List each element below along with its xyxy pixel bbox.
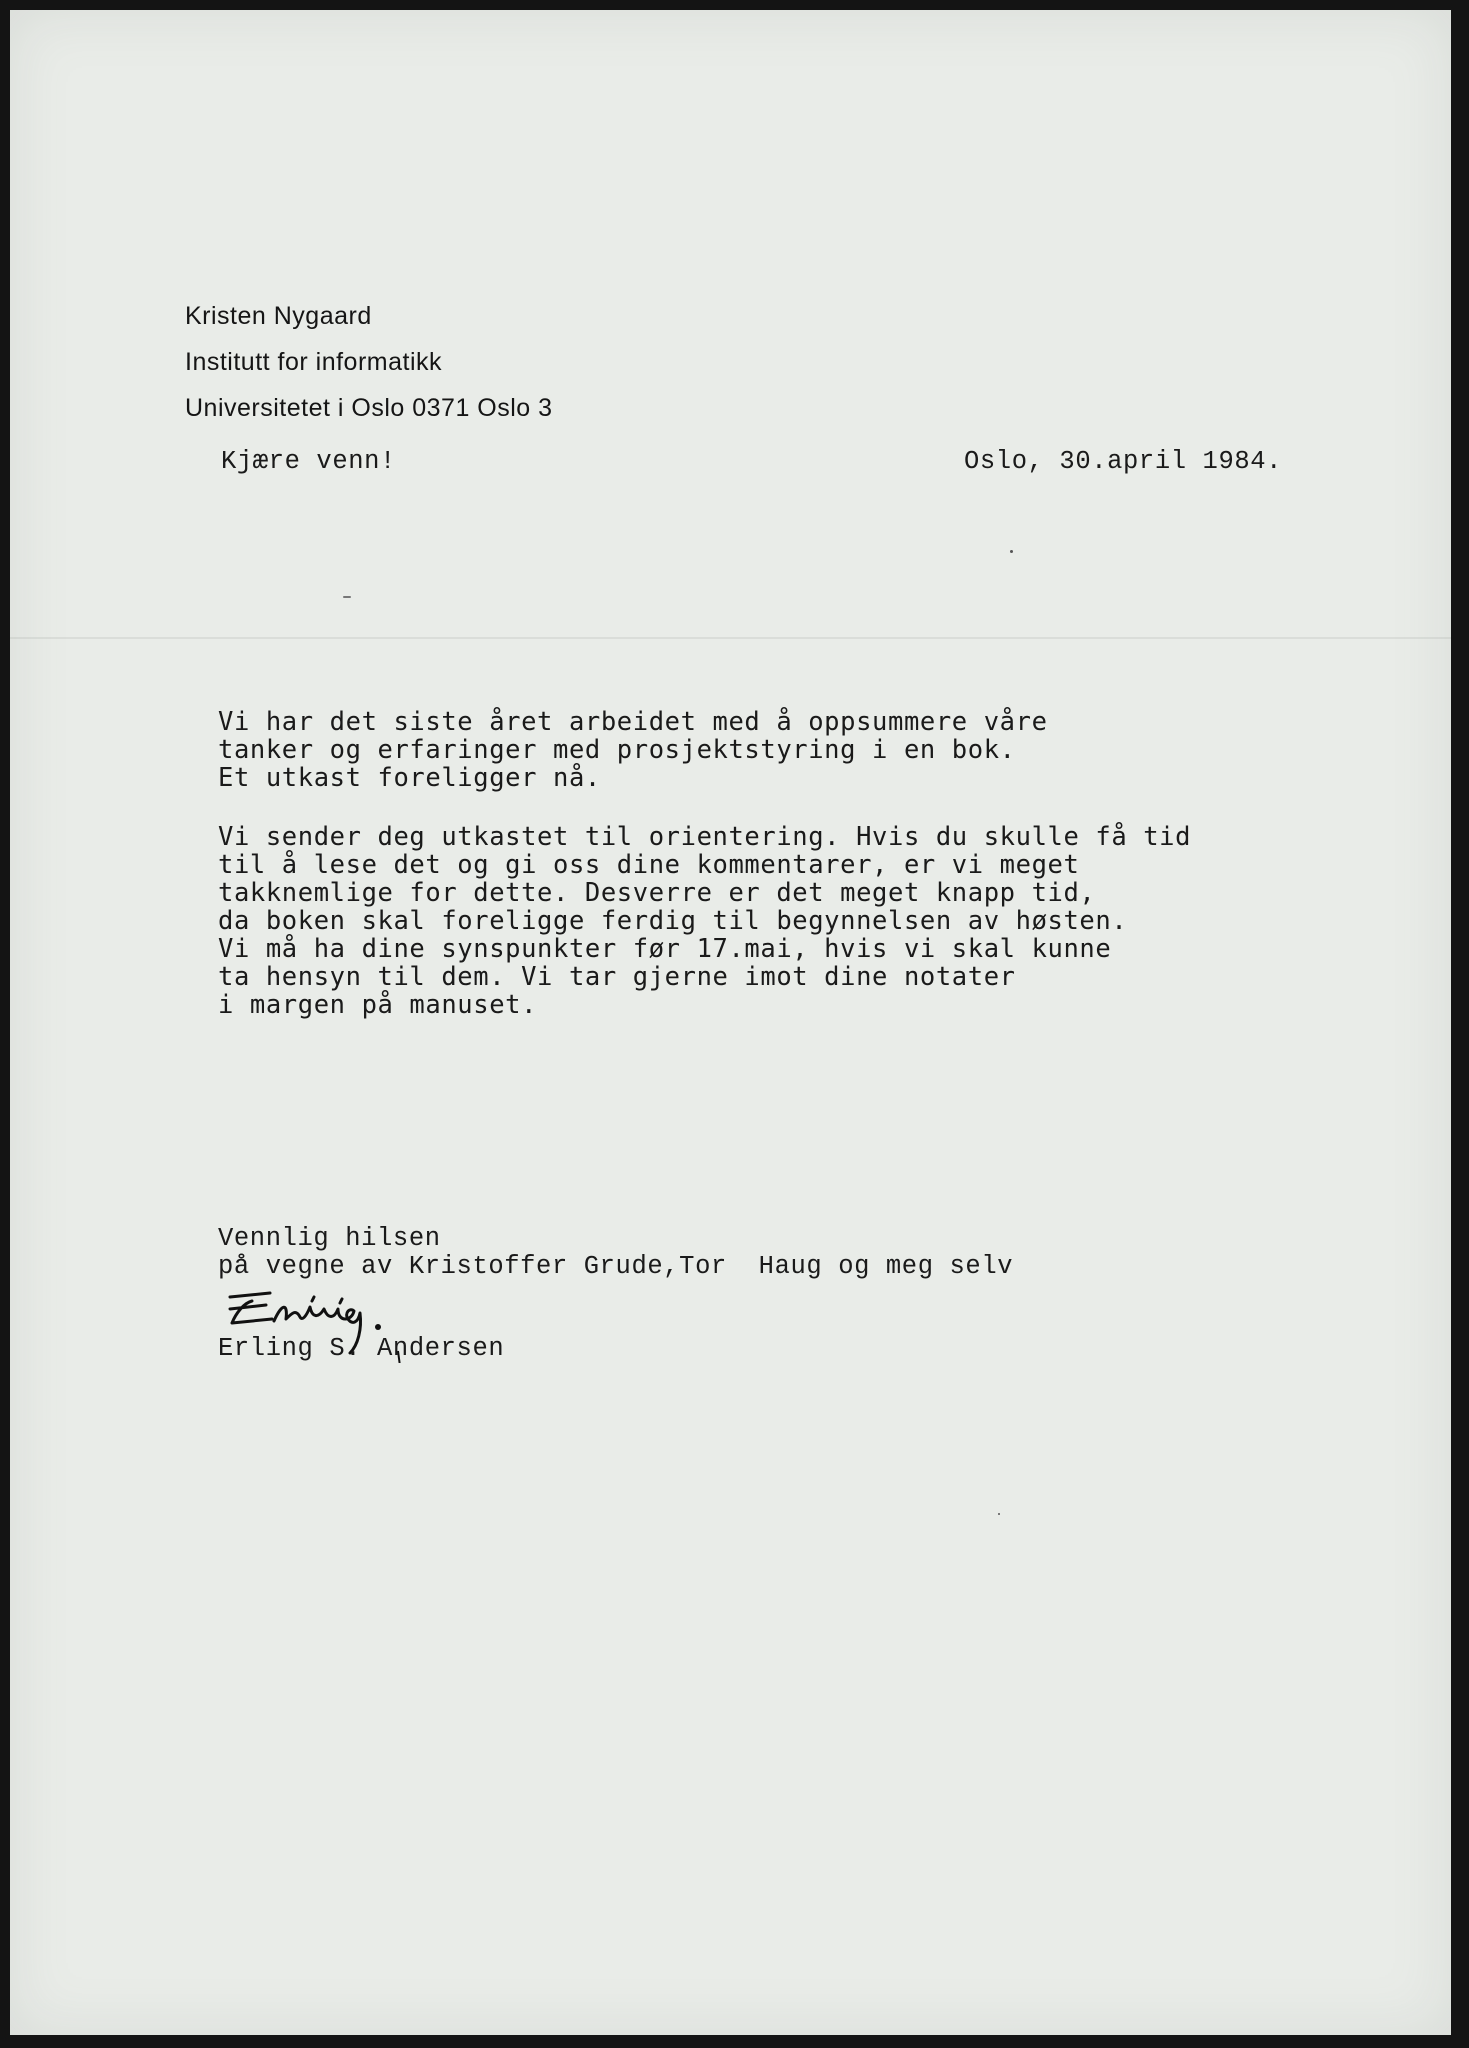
letter-page [10, 10, 1451, 2035]
paper-speck [998, 1513, 1000, 1515]
paragraph-2: Vi sender deg utkastet til orientering. Hvis du skulle få tid til å lese det og gi oss dine kommentarer, er vi meget takknemlige for dette. Desverre er det meget knapp tid, da boken skal foreligge ferdig til begynnelsen av høsten. Vi må ha dine synspunkter før 17.mai, hvis vi skal kunne ta hensyn til dem. Vi tar gjerne imot dine notater i margen på manuset. [218, 822, 1192, 1020]
signer-name: Erling S. Andersen [218, 1334, 505, 1363]
sender-institute: Institutt for informatikk [185, 348, 443, 376]
salutation: Kjære venn! [221, 447, 396, 476]
on-behalf-line: på vegne av Kristoffer Grude,Tor Haug og meg selv [218, 1252, 1014, 1281]
sender-name: Kristen Nygaard [185, 302, 372, 330]
paper-fold-line [10, 637, 1451, 639]
place-date: Oslo, 30.april 1984. [964, 447, 1283, 476]
paper-speck [1010, 550, 1013, 553]
closing: Vennlig hilsen [218, 1224, 441, 1253]
paper-speck [343, 596, 351, 598]
paragraph-1: Vi har det siste året arbeidet med å oppsummere våre tanker og erfaringer med prosjektstyring i en bok. Et utkast foreligger nå. [218, 707, 1048, 793]
sender-address: Universitetet i Oslo 0371 Oslo 3 [185, 394, 553, 422]
